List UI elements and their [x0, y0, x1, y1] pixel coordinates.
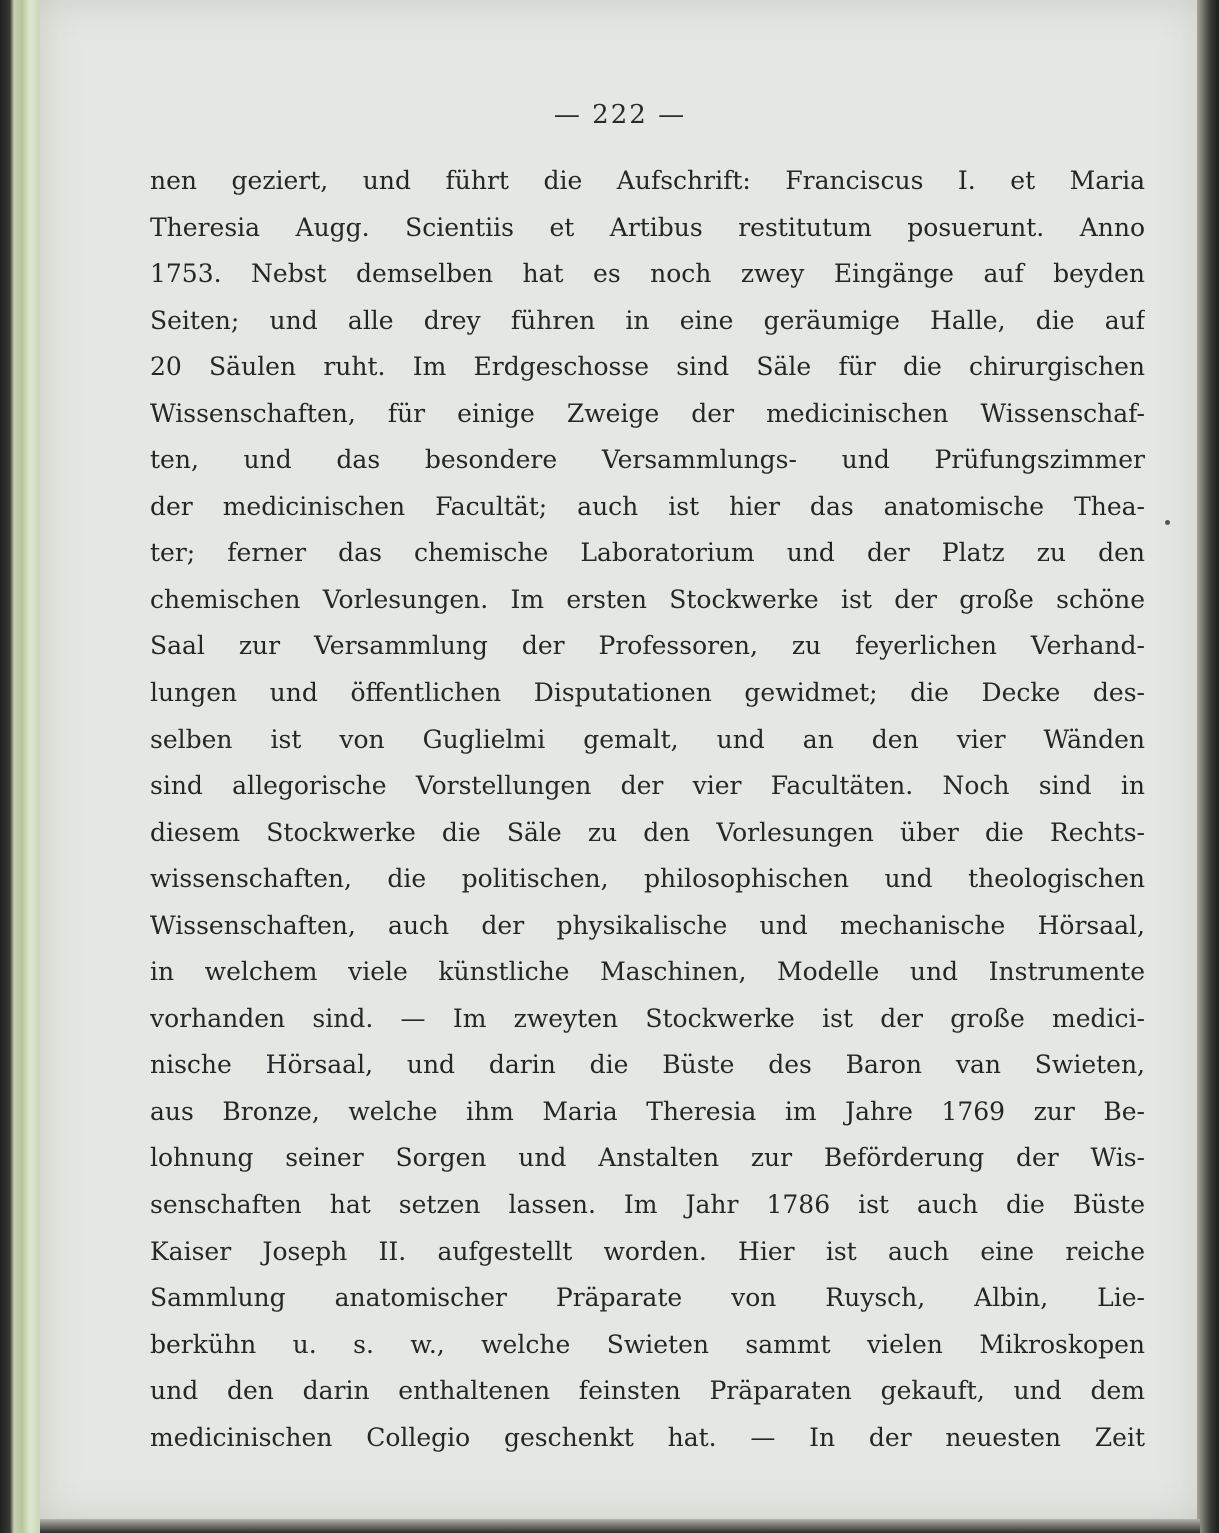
text-line: Sammlung anatomischer Präparate von Ruysch, Albin, Lie- — [150, 1283, 1145, 1313]
text-line: Theresia Augg. Scientiis et Artibus restitutum posuerunt. Anno — [150, 212, 1145, 242]
text-line: ter; ferner das chemische Laboratorium und der Platz zu den — [150, 538, 1145, 568]
text-line: nen geziert, und führt die Aufschrift: Franciscus I. et Maria — [150, 166, 1145, 195]
text-line: selben ist von Guglielmi gemalt, und an den vier Wänden — [150, 724, 1145, 754]
text-line: der medicinischen Facultät; auch ist hier das anatomische Thea- — [150, 491, 1145, 521]
ink-speck — [1165, 520, 1170, 525]
text-line: Kaiser Joseph II. aufgestellt worden. Hier ist auch eine reiche — [150, 1236, 1145, 1266]
text-line: in welchem viele künstliche Maschinen, Modelle und Instrumente — [150, 957, 1145, 987]
page-right-shadow — [1197, 0, 1219, 1533]
text-line: 1753. Nebst demselben hat es noch zwey Eingänge auf beyden — [150, 259, 1145, 289]
text-line: Wissenschaften, für einige Zweige der medicinischen Wissenschaf- — [150, 398, 1145, 428]
text-line: sind allegorische Vorstellungen der vier Facultäten. Noch sind in — [150, 771, 1145, 801]
text-line: Saal zur Versammlung der Professoren, zu feyerlichen Verhand- — [150, 631, 1145, 661]
text-line: vorhanden sind. — Im zweyten Stockwerke ist der große medici- — [150, 1003, 1145, 1033]
text-line: Wissenschaften, auch der physikalische und mechanische Hörsaal, — [150, 910, 1145, 940]
text-line: senschaften hat setzen lassen. Im Jahr 1786 ist auch die Büste — [150, 1190, 1145, 1220]
text-line: diesem Stockwerke die Säle zu den Vorlesungen über die Rechts- — [150, 817, 1145, 847]
text-line: lohnung seiner Sorgen und Anstalten zur Beförderung der Wis- — [150, 1143, 1145, 1173]
page-bottom-shadow — [40, 1519, 1200, 1533]
text-line: nische Hörsaal, und darin die Büste des Baron van Swieten, — [150, 1050, 1145, 1080]
text-line: medicinischen Collegio geschenkt hat. — In der neuesten Zeit — [150, 1422, 1145, 1452]
page-number: — 222 — — [553, 100, 687, 130]
text-line: ten, und das besondere Versammlungs- und Prüfungszimmer — [150, 445, 1145, 475]
text-line: aus Bronze, welche ihm Maria Theresia im Jahre 1769 zur Be- — [150, 1096, 1145, 1126]
text-line: 20 Säulen ruht. Im Erdgeschosse sind Säle für die chirurgischen — [150, 352, 1145, 382]
text-line: lungen und öffentlichen Disputationen gewidmet; die Decke des- — [150, 678, 1145, 708]
text-line: und den darin enthaltenen feinsten Präparaten gekauft, und dem — [150, 1376, 1145, 1406]
body-text — [150, 158, 1145, 1461]
text-line: berkühn u. s. w., welche Swieten sammt vielen Mikroskopen — [150, 1329, 1145, 1359]
text-line: Seiten; und alle drey führen in eine geräumige Halle, die auf — [150, 305, 1145, 335]
text-line: wissenschaften, die politischen, philosophischen und theologischen — [150, 864, 1145, 894]
text-line: chemischen Vorlesungen. Im ersten Stockwerke ist der große schöne — [150, 584, 1145, 614]
